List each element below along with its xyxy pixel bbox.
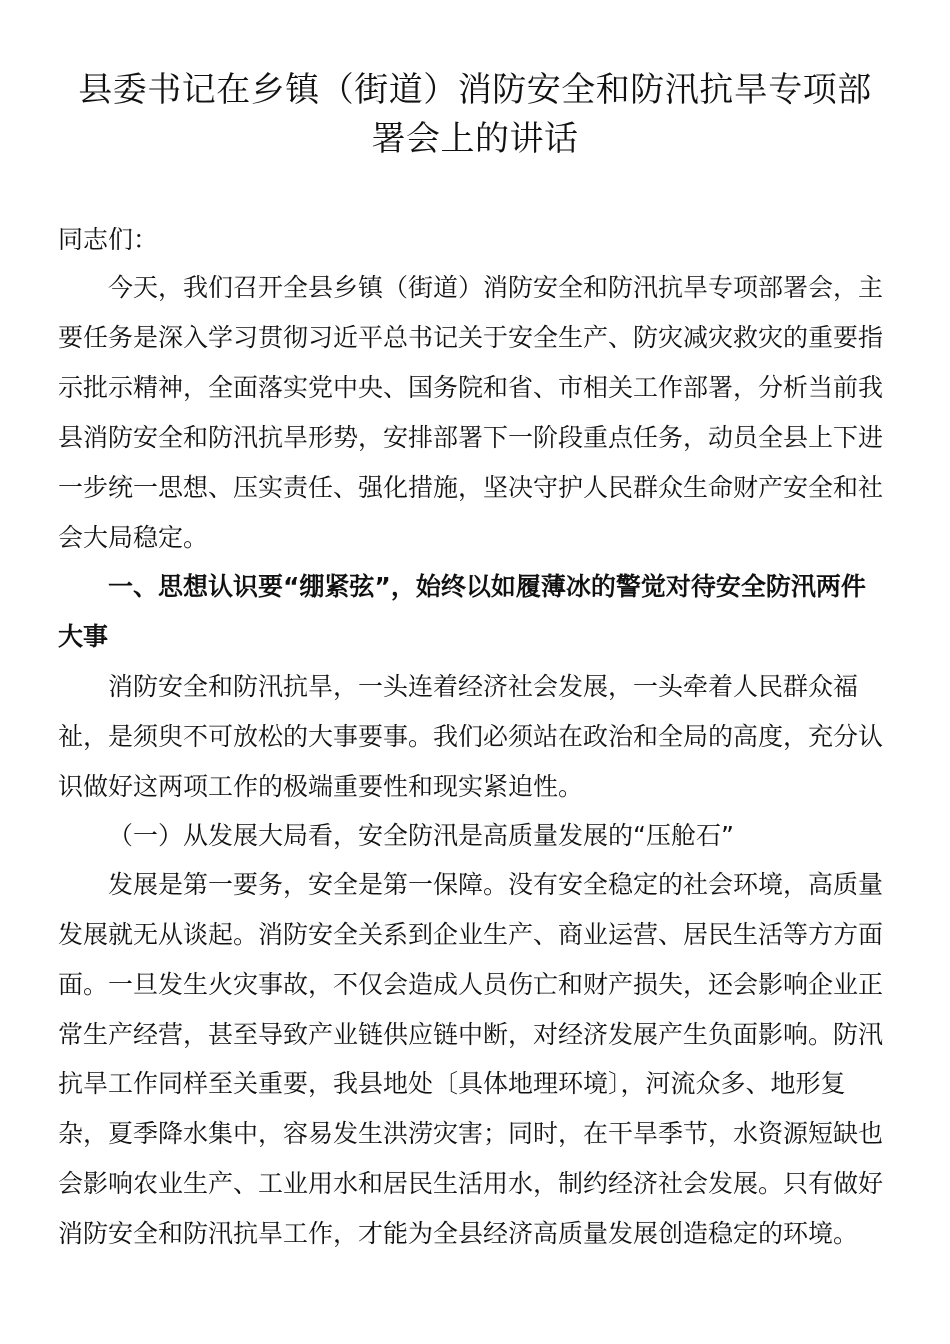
document-title-line-1: 县委书记在乡镇（街道）消防安全和防汛抗旱专项部 [78,70,872,110]
paragraph-line: 杂，夏季降水集中，容易发生洪涝灾害；同时，在干旱季节，水资源短缺也 [58,1119,884,1148]
paragraph-line: 识做好这两项工作的极端重要性和现实紧迫性。 [58,772,584,801]
document-title-line-2: 署会上的讲话 [371,119,579,159]
section-heading-line: 一、思想认识要“绷紧弦”，始终以如履薄冰的警觉对待安全防汛两件 [108,572,866,601]
paragraph-line: 会大局稳定。 [58,523,209,552]
paragraph-line: 发展是第一要务，安全是第一保障。没有安全稳定的社会环境，高质量 [108,870,884,899]
salutation: 同志们： [58,225,159,254]
section-heading-line: 大事 [58,622,109,651]
paragraph-line: 发展就无从谈起。消防安全关系到企业生产、商业运营、居民生活等方方面 [58,920,884,949]
subsection-heading-line: （一）从发展大局看，安全防汛是高质量发展的“压舱石” [108,821,734,850]
paragraph-line: 今天，我们召开全县乡镇（街道）消防安全和防汛抗旱专项部署会，主 [108,273,884,302]
paragraph-line: 要任务是深入学习贯彻习近平总书记关于安全生产、防灾减灾救灾的重要指 [58,323,884,352]
paragraph-line: 抗旱工作同样至关重要，我县地处〔具体地理环境〕，河流众多、地形复 [58,1069,846,1098]
paragraph-line: 一步统一思想、压实责任、强化措施，坚决守护人民群众生命财产安全和社 [58,473,884,502]
paragraph-line: 祉，是须臾不可放松的大事要事。我们必须站在政治和全局的高度，充分认 [58,722,884,751]
paragraph-line: 面。一旦发生火灾事故，不仅会造成人员伤亡和财产损失，还会影响企业正 [58,970,884,999]
paragraph-line: 消防安全和防汛抗旱，一头连着经济社会发展，一头牵着人民群众福 [108,672,859,701]
paragraph-line: 消防安全和防汛抗旱工作，才能为全县经济高质量发展创造稳定的环境。 [58,1219,859,1248]
paragraph-line: 会影响农业生产、工业用水和居民生活用水，制约经济社会发展。只有做好 [58,1169,884,1198]
paragraph-line: 县消防安全和防汛抗旱形势，安排部署下一阶段重点任务，动员全县上下进 [58,423,884,452]
paragraph-line: 示批示精神，全面落实党中央、国务院和省、市相关工作部署，分析当前我 [58,373,884,402]
paragraph-line: 常生产经营，甚至导致产业链供应链中断，对经济发展产生负面影响。防汛 [58,1020,884,1049]
